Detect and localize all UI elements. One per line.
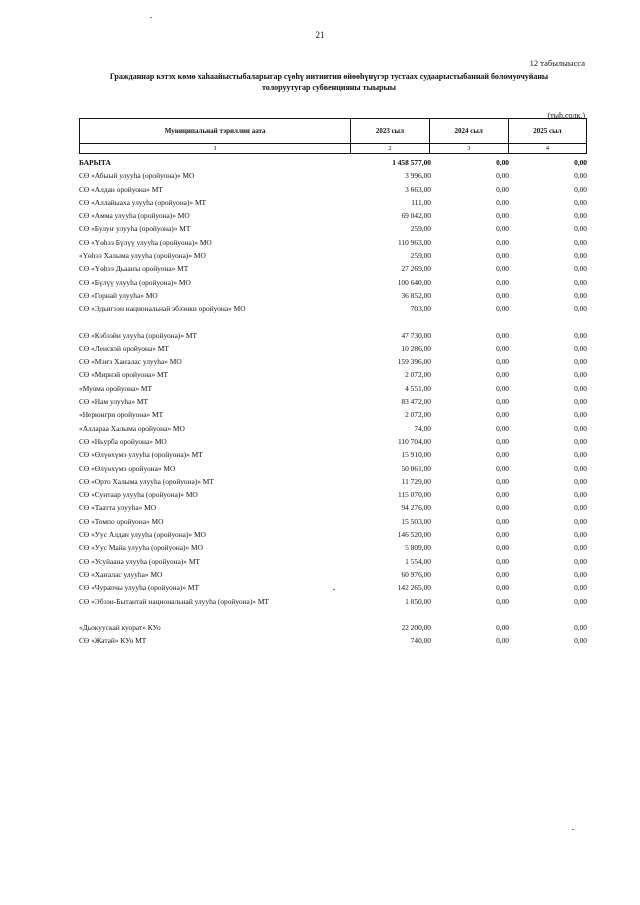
value-2024: 0,00 bbox=[496, 596, 509, 606]
value-2024: 0,00 bbox=[496, 264, 509, 274]
value-2023: 60 976,00 bbox=[401, 569, 431, 579]
table-header bbox=[79, 118, 587, 154]
table-row bbox=[79, 262, 587, 275]
value-2023: 27 269,00 bbox=[401, 264, 431, 274]
header-number-4: 4 bbox=[508, 144, 586, 154]
table-row bbox=[79, 276, 587, 289]
value-2025: 0,00 bbox=[574, 556, 587, 566]
value-2024: 0,00 bbox=[496, 490, 509, 500]
value-2025: 0,00 bbox=[574, 290, 587, 300]
row-name: СӨ «Горнай улууһа» МО bbox=[79, 290, 158, 300]
row-name: СӨ «Таатта улууһа» МО bbox=[79, 503, 157, 513]
row-name: СӨ «Аллайыаха улууһа (оройуона)» МТ bbox=[79, 197, 207, 207]
value-2023: 3 663,00 bbox=[405, 184, 431, 194]
table-row bbox=[79, 236, 587, 249]
value-2025: 0,00 bbox=[574, 436, 587, 446]
value-2025: 0,00 bbox=[574, 264, 587, 274]
value-2023: 1 458 577,00 bbox=[392, 158, 431, 167]
header-2023: 2023 сыл bbox=[351, 119, 429, 144]
value-2024: 0,00 bbox=[496, 224, 509, 234]
row-name: СӨ «Эбээн-Бытантай национальнай улууһа (оройуона)» МТ bbox=[79, 596, 269, 606]
value-2025: 0,00 bbox=[574, 543, 587, 553]
row-name: СӨ «Абыый улууһа (оройуона)» МО bbox=[79, 171, 195, 181]
value-2025: 0,00 bbox=[574, 569, 587, 579]
value-2025: 0,00 bbox=[574, 410, 587, 420]
value-2023: 47 730,00 bbox=[401, 330, 431, 340]
row-name: СӨ «Үөһээ Дьааҥы оройуона» МТ bbox=[79, 264, 189, 274]
row-name: СӨ «Үөһээ Бүлүү улууһа (оройуона)» МО bbox=[79, 237, 212, 247]
value-2024: 0,00 bbox=[496, 423, 509, 433]
table-row bbox=[79, 289, 587, 302]
row-name: СӨ «Орто Халыма улууһа (оройуона)» МТ bbox=[79, 476, 214, 486]
value-2025: 0,00 bbox=[574, 171, 587, 181]
value-2025: 0,00 bbox=[574, 370, 587, 380]
value-2024: 0,00 bbox=[496, 171, 509, 181]
value-2023: 4 551,00 bbox=[405, 383, 431, 393]
value-2024: 0,00 bbox=[496, 622, 509, 632]
table-row bbox=[79, 222, 587, 235]
value-2025: 0,00 bbox=[574, 158, 587, 167]
header-municipality: Муниципальнай тэриллии аата bbox=[80, 119, 351, 144]
table-row bbox=[79, 183, 587, 196]
value-2023: 94 276,00 bbox=[401, 503, 431, 513]
row-name: «Дьокуускай куорат» КУо bbox=[79, 622, 161, 632]
value-2023: 50 061,00 bbox=[401, 463, 431, 473]
value-2025: 0,00 bbox=[574, 197, 587, 207]
scan-speck bbox=[150, 17, 152, 18]
row-name: СӨ «Булуҥ улууһа (оройуона)» МТ bbox=[79, 224, 191, 234]
table-row bbox=[79, 196, 587, 209]
value-2025: 0,00 bbox=[574, 583, 587, 593]
value-2023: 1 850,00 bbox=[405, 596, 431, 606]
value-2024: 0,00 bbox=[496, 503, 509, 513]
title-line-2: толоруутугар субвенцияны тыырыы bbox=[261, 83, 397, 92]
table-row bbox=[79, 634, 587, 647]
table-row bbox=[79, 475, 587, 488]
title-line-1: Гражданнар кэтэх көмө хаһаайыстыбаларыгар сүөһү иитиитин өйөөһүнүгэр тустаах судаарыстыбаннай боломуочуйаны bbox=[109, 72, 549, 81]
value-2025: 0,00 bbox=[574, 397, 587, 407]
value-2025: 0,00 bbox=[574, 490, 587, 500]
header-2025: 2025 сыл bbox=[508, 119, 586, 144]
table-row bbox=[79, 528, 587, 541]
value-2023: 111,00 bbox=[411, 197, 431, 207]
row-name: СӨ «Усуйаана улууһа (оройуона)» МТ bbox=[79, 556, 200, 566]
value-2025: 0,00 bbox=[574, 330, 587, 340]
value-2024: 0,00 bbox=[496, 251, 509, 261]
value-2025: 0,00 bbox=[574, 463, 587, 473]
table-row bbox=[79, 435, 587, 448]
header-number-3: 3 bbox=[429, 144, 508, 154]
value-2025: 0,00 bbox=[574, 476, 587, 486]
value-2024: 0,00 bbox=[496, 436, 509, 446]
header-number-2: 2 bbox=[351, 144, 429, 154]
row-name: СӨ «Өлүөхүмэ оройуона» МО bbox=[79, 463, 176, 473]
table-row bbox=[79, 568, 587, 581]
scan-speck bbox=[572, 829, 574, 830]
row-name: «Нерюнгри оройуона» МТ bbox=[79, 410, 164, 420]
value-2025: 0,00 bbox=[574, 304, 587, 314]
row-name: СӨ «Амма улууһа (оройуона)» МО bbox=[79, 211, 190, 221]
row-name: СӨ «Сунтаар улууһа (оройуона)» МО bbox=[79, 490, 198, 500]
value-2023: 142 265,00 bbox=[397, 583, 431, 593]
value-2023: 83 472,00 bbox=[401, 397, 431, 407]
table-row bbox=[79, 302, 587, 315]
header-number-1: 1 bbox=[80, 144, 351, 154]
value-2023: 11 729,00 bbox=[401, 476, 431, 486]
value-2023: 110 963,00 bbox=[398, 237, 431, 247]
value-2025: 0,00 bbox=[574, 423, 587, 433]
value-2025: 0,00 bbox=[574, 383, 587, 393]
table-row bbox=[79, 408, 587, 421]
value-2023: 259,00 bbox=[410, 224, 431, 234]
value-2024: 0,00 bbox=[496, 277, 509, 287]
value-2024: 0,00 bbox=[496, 543, 509, 553]
value-2025: 0,00 bbox=[574, 516, 587, 526]
value-2024: 0,00 bbox=[496, 357, 509, 367]
table-row bbox=[79, 382, 587, 395]
header-2024: 2024 сыл bbox=[429, 119, 508, 144]
value-2023: 159 396,00 bbox=[397, 357, 431, 367]
value-2024: 0,00 bbox=[496, 304, 509, 314]
value-2024: 0,00 bbox=[496, 583, 509, 593]
table-row bbox=[79, 501, 587, 514]
value-2024: 0,00 bbox=[496, 158, 509, 167]
row-name: СӨ «Өлүөхүмэ улууһа (оройуона)» МТ bbox=[79, 450, 203, 460]
value-2024: 0,00 bbox=[496, 383, 509, 393]
value-2024: 0,00 bbox=[496, 197, 509, 207]
table-row bbox=[79, 368, 587, 381]
value-2023: 5 809,00 bbox=[405, 543, 431, 553]
value-2024: 0,00 bbox=[496, 211, 509, 221]
table-row bbox=[79, 581, 587, 594]
table-row bbox=[79, 621, 587, 634]
row-name: СӨ «Мэҥэ Хаҥалас улууһа» МО bbox=[79, 357, 182, 367]
value-2024: 0,00 bbox=[496, 463, 509, 473]
row-name: «Муома оройуона» МТ bbox=[79, 383, 153, 393]
value-2023: 2 072,00 bbox=[405, 370, 431, 380]
value-2023: 3 996,00 bbox=[405, 171, 431, 181]
value-2025: 0,00 bbox=[574, 184, 587, 194]
row-name: СӨ «Кэбээйи улууһа (оройуона)» МТ bbox=[79, 330, 197, 340]
value-2023: 10 286,00 bbox=[401, 343, 431, 353]
table-body bbox=[79, 156, 587, 647]
value-2024: 0,00 bbox=[496, 237, 509, 247]
table-row bbox=[79, 448, 587, 461]
value-2024: 0,00 bbox=[496, 290, 509, 300]
value-2023: 22 200,00 bbox=[401, 622, 431, 632]
value-2025: 0,00 bbox=[574, 237, 587, 247]
value-2023: 36 852,00 bbox=[401, 290, 431, 300]
value-2023: 15 910,00 bbox=[401, 450, 431, 460]
value-2025: 0,00 bbox=[574, 343, 587, 353]
value-2024: 0,00 bbox=[496, 330, 509, 340]
value-2025: 0,00 bbox=[574, 251, 587, 261]
value-2023: 100 640,00 bbox=[397, 277, 431, 287]
table-row bbox=[79, 342, 587, 355]
document-title bbox=[70, 71, 588, 93]
row-name: СӨ «Бүлүү улууһа (оройуона)» МО bbox=[79, 277, 191, 287]
appendix-label: 12 табылыысса bbox=[529, 58, 585, 68]
value-2023: 110 704,00 bbox=[398, 436, 431, 446]
row-name: СӨ «Эдьигээн национальнай эбээнки оройуона» МО bbox=[79, 304, 246, 314]
value-2024: 0,00 bbox=[496, 343, 509, 353]
row-name: СӨ «Алдан оройуона» МТ bbox=[79, 184, 163, 194]
table-row bbox=[79, 462, 587, 475]
value-2023: 2 072,00 bbox=[405, 410, 431, 420]
scan-speck bbox=[333, 589, 335, 590]
value-2025: 0,00 bbox=[574, 636, 587, 646]
row-name: СӨ «Ленскэй оройуона» МТ bbox=[79, 343, 169, 353]
value-2024: 0,00 bbox=[496, 397, 509, 407]
page-number: 21 bbox=[315, 30, 325, 40]
value-2025: 0,00 bbox=[574, 357, 587, 367]
row-name: БАРЫТА bbox=[79, 158, 111, 167]
table-row bbox=[79, 355, 587, 368]
value-2024: 0,00 bbox=[496, 476, 509, 486]
table-row bbox=[79, 541, 587, 554]
value-2023: 69 042,00 bbox=[401, 211, 431, 221]
row-name: СӨ «Уус Алдан улууһа (оройуона)» МО bbox=[79, 530, 206, 540]
value-2023: 74,00 bbox=[414, 423, 431, 433]
value-2024: 0,00 bbox=[496, 636, 509, 646]
value-2025: 0,00 bbox=[574, 224, 587, 234]
row-name: СӨ «Мирнэй оройуона» МТ bbox=[79, 370, 169, 380]
row-name: СӨ «Чурапчы улууһа (оройуона)» МТ bbox=[79, 583, 199, 593]
row-name: «Аллараа Халыма оройуона» МО bbox=[79, 423, 185, 433]
value-2023: 740,00 bbox=[410, 636, 431, 646]
value-2025: 0,00 bbox=[574, 596, 587, 606]
table-row bbox=[79, 555, 587, 568]
value-2023: 703,00 bbox=[410, 304, 431, 314]
table-row bbox=[79, 209, 587, 222]
table-row bbox=[79, 515, 587, 528]
value-2025: 0,00 bbox=[574, 450, 587, 460]
value-2025: 0,00 bbox=[574, 503, 587, 513]
row-name: СӨ «Хаҥалас улууһа» МО bbox=[79, 569, 163, 579]
value-2024: 0,00 bbox=[496, 410, 509, 420]
value-2024: 0,00 bbox=[496, 530, 509, 540]
table-row bbox=[79, 249, 587, 262]
value-2024: 0,00 bbox=[496, 184, 509, 194]
table-row bbox=[79, 395, 587, 408]
table-row bbox=[79, 329, 587, 342]
value-2023: 259,00 bbox=[410, 251, 431, 261]
value-2025: 0,00 bbox=[574, 622, 587, 632]
value-2024: 0,00 bbox=[496, 516, 509, 526]
table-row bbox=[79, 156, 587, 169]
value-2025: 0,00 bbox=[574, 211, 587, 221]
value-2025: 0,00 bbox=[574, 530, 587, 540]
table-row bbox=[79, 169, 587, 182]
table-row bbox=[79, 422, 587, 435]
value-2023: 115 070,00 bbox=[398, 490, 431, 500]
value-2024: 0,00 bbox=[496, 556, 509, 566]
value-2024: 0,00 bbox=[496, 370, 509, 380]
table-row bbox=[79, 595, 587, 608]
value-2023: 146 520,00 bbox=[397, 530, 431, 540]
row-name: СӨ «Ньурба оройуона» МО bbox=[79, 436, 167, 446]
value-2023: 1 554,00 bbox=[405, 556, 431, 566]
row-name: СӨ «Уус Майа улууһа (оройуона)» МО bbox=[79, 543, 203, 553]
row-name: СӨ «Жатай» КУо МТ bbox=[79, 636, 147, 646]
value-2024: 0,00 bbox=[496, 569, 509, 579]
row-name: СӨ «Томпо оройуона» МО bbox=[79, 516, 164, 526]
row-name: СӨ «Нам улууһа» МТ bbox=[79, 397, 149, 407]
value-2023: 15 503,00 bbox=[401, 516, 431, 526]
value-2024: 0,00 bbox=[496, 450, 509, 460]
row-name: «Үөһээ Халыма улууһа (оройуона)» МО bbox=[79, 251, 206, 261]
value-2025: 0,00 bbox=[574, 277, 587, 287]
table-row bbox=[79, 488, 587, 501]
unit-label: (тыһ.солк.) bbox=[547, 111, 585, 120]
